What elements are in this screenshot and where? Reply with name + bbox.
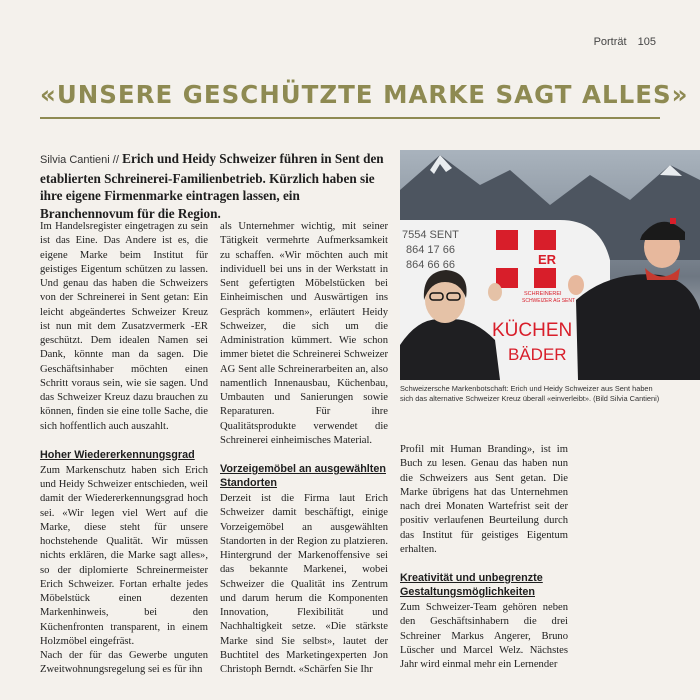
body-paragraph: als Unternehmer wichtig, mit seiner Tätigkeit vermehrte Aufmerksamkeit zu schaffen. «Wir möchten auch mit individuell bei uns in der Werkstatt in Sent gefertigten Möbelstücken bei Einheimischen und Auswärtigen ins Gespräch kommen», erläutert Heidy Schweizer, die sich um die Administration kümmert. Wie schon immer bietet die Schreinerei Schweizer AG Sent alle Schreinerarbeiten an, also namentlich Innenausbau, Küchenbau, Umbauten und Sanierungen sowie Reparaturen. Für ihre Qualitätsprodukte verwendet die Schreinerei einheimisches Material. xyxy=(220,221,388,446)
logo-square xyxy=(496,230,518,250)
text-column-2 xyxy=(220,220,388,677)
body-paragraph: Im Handelsregister eingetragen zu sein ist das Eine. Das Andere ist es, die eigene Marke beim Institut für geistiges Eigentum schützen zu lassen. Und genau das haben die Schweizers von der Schreinerei in Sent getan: Ein leicht abgeändertes Schweizer Kreuz ist nun mit dem Zusatzvermerk -ER geschützt. Dem idealen Namen sei Dank, könnte man da sagen. Die Geschäftsinhaber möchten einen Schritt voraus sein, wie sie sagen. Und das Schweizer Kreuz dazu brauchen zu können, finden sie eine tolle Sache, die sich hoffentlich auch auszahlt. xyxy=(40,221,208,432)
page-number: 105 xyxy=(637,36,656,48)
photo-illustration xyxy=(400,150,700,380)
body-paragraph: Zum Schweizer-Team gehören neben den Geschäftsinhabern die drei Schreiner Markus Angerer, Bruno Lüscher und Marcel Welz. Nächstes Jahr wird einmal mehr ein Lernender xyxy=(400,602,568,670)
author-byline: Silvia Cantieni // xyxy=(40,154,119,166)
subheading: Hoher Wiedererkennungsgrad xyxy=(40,448,195,461)
thumbs-up-hand xyxy=(488,283,502,301)
logo-square xyxy=(534,230,556,250)
body-paragraph: Profil mit Human Branding», ist im Buch zu lesen. Genau das haben nun die Schweizers aus Sent getan. Die Marke übrigens hat das Unternehmen nach drei Monaten Wartefrist seit der positiv verlaufenen Beurteilung durch das Institut für geistiges Eigentum erhalten. xyxy=(400,444,568,555)
photo-caption: Schweizersche Markenbotschaft: Erich und Heidy Schweizer aus Sent haben sich das alternative Schweizer Kreuz überall «einverleibt». (Bild Silvia Cantieni) xyxy=(400,384,660,403)
van-phone-line: 864 66 66 xyxy=(406,259,455,271)
lead-paragraph xyxy=(40,150,388,222)
body-paragraph: Nach der für das Gewerbe unguten Zweitwohnungsregelung sei es für ihn xyxy=(40,650,208,676)
article-photo xyxy=(400,150,700,380)
headline-rule xyxy=(40,117,660,119)
section-label: Porträt xyxy=(593,36,627,48)
logo-text-line: SCHREINEREI xyxy=(524,291,562,297)
body-paragraph: Zum Markenschutz haben sich Erich und Heidy Schweizer entschieden, weil damit der Wiedererkennungsgrad hoch sei. «Wir legen viel Wert auf die Marke, diese steht für unsere hochstehende Qualität. Wir müssen nichts erklären, die Marke sagt alles», so der diplomierte Schreinermeister Erich Schweizer. Fortan erhalte jedes Möbelstück einen dezenten Markenhinweis, bei den Küchenfronten transparent, in einem Holzmöbel eingefräst. xyxy=(40,464,208,647)
man-jacket xyxy=(576,274,700,380)
logo-text-line: SCHWEIZER AG SENT xyxy=(522,298,576,304)
van-word-kuechen: KÜCHEN xyxy=(492,320,573,341)
van-phone-line: 864 17 66 xyxy=(406,244,455,256)
van-word-baeder: BÄDER xyxy=(508,345,567,364)
deck-text: Erich und Heidy Schweizer führen in Sent den etablierten Schreinerei-Familienbetrieb. Kürzlich haben sie ihre eigene Firmenmarke eintragen lassen, ein Branchennovum für die Region. xyxy=(40,151,384,221)
article-headline: «UNSERE GESCHÜTZTE MARKE SAGT ALLES» xyxy=(40,80,689,109)
text-column-1 xyxy=(40,220,208,678)
thumbs-up-hand xyxy=(568,275,584,295)
body-paragraph: Derzeit ist die Firma laut Erich Schweizer damit beschäftigt, einige Vorzeigemöbel an ausgewählten Standorten in der Region zu platzieren. Hintergrund der Markenoffensive sei das bekannte Markenei, wobei Schweizer die Qualität ins Zentrum und darum herum die Komponenten Innovation, Flexibilität und Nachhaltigkeit setze. «Die stärkste Marke sind Sie selbst», lautet der Buchtitel des Marketingexperten Jon Christoph Berndt. «Schärfen Sie Ihr xyxy=(220,493,388,675)
logo-square xyxy=(534,268,556,288)
subheading: Kreativität und unbegrenzte Gestaltungsmöglichkeiten xyxy=(400,572,543,598)
man-collar xyxy=(645,268,680,280)
cap-badge xyxy=(670,218,676,224)
logo-letters: ER xyxy=(538,252,557,267)
running-header xyxy=(594,36,656,48)
van-phone-line: 7554 SENT xyxy=(402,229,459,241)
text-column-3 xyxy=(400,443,568,672)
subheading: Vorzeigemöbel an ausgewählten Standorten xyxy=(220,463,386,489)
